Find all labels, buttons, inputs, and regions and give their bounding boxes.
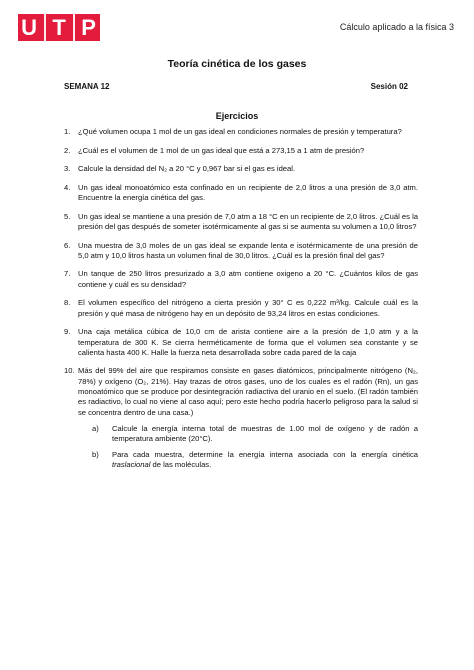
subitem xyxy=(78,424,418,445)
exercise-item xyxy=(64,327,418,358)
logo-letter-u: U xyxy=(21,15,38,40)
exercise-text: Más del 99% del aire que respiramos consiste en gases diatómicos, principalmente nitrógeno (N₂, 78%) y oxígeno (O₂, 21%). Hay trazas de otros gases, uno de los cuales es el radón (Rn), un gas monoatómico que se produce por desintegración radiactiva del uranio en el suelo. (El radón también es radiactivo, lo cual no viene al caso aquí; pero este hecho podría hacerlo peligroso para la salud si se concentra dentro de una casa.) xyxy=(78,366,418,417)
exercise-number: 10. xyxy=(64,366,75,376)
exercise-item xyxy=(64,127,418,137)
exercise-item xyxy=(64,183,418,204)
subitem-text: Para cada muestra, determine la energía interna asociada con la energía cinética xyxy=(112,449,418,459)
week-label: SEMANA 12 xyxy=(64,82,110,91)
logo-letter-p: P xyxy=(81,15,97,40)
exercise-number: 8. xyxy=(64,298,71,308)
logo-letter-t: T xyxy=(52,15,67,40)
subitem xyxy=(78,450,418,471)
exercise-number: 1. xyxy=(64,127,71,136)
subitem-letter: a) xyxy=(92,423,99,433)
exercise-number: 5. xyxy=(64,211,71,221)
exercise-item xyxy=(64,212,418,233)
logo-divider xyxy=(73,14,75,41)
exercise-number: 4. xyxy=(64,182,71,192)
exercise-item xyxy=(64,164,418,174)
exercise-item xyxy=(64,366,418,470)
section-title: Ejercicios xyxy=(215,111,259,121)
course-name: Cálculo aplicado a la física 3 xyxy=(339,22,454,32)
exercise-list xyxy=(64,127,418,478)
exercise-text: Una muestra de 3,0 moles de un gas ideal se expande lenta e isotérmicamente de una presión de 5,0 atm y 10,0 litros hasta un volumen final de 30,0 litros. ¿Cuál es la presión final del gas? xyxy=(78,240,418,260)
exercise-number: 6. xyxy=(64,240,71,250)
utp-logo xyxy=(18,14,100,41)
exercise-text: Un gas ideal monoatómico esta confinado en un recipiente de 2,0 litros a una presión de 3,0 atm. Encuentre la energía cinética del gas. xyxy=(78,182,418,203)
exercise-number: 7. xyxy=(64,269,71,279)
exercise-text: Un tanque de 250 litros presurizado a 3,0 atm contiene oxigeno a 20 °C. ¿Cuántos kilos de gas contiene y cuál es su densidad? xyxy=(78,269,418,289)
subitem-text: Calcule la energía interna total de muestras de 1.00 mol de oxígeno y de radón a temperatura ambiente (20°C). xyxy=(112,423,418,444)
exercise-number: 2. xyxy=(64,145,71,155)
exercise-item xyxy=(64,241,418,262)
exercise-text: Un gas ideal se mantiene a una presión de 7,0 atm a 18 °C en un recipiente de 2,0 litros. ¿Cuál es la presión del gas después de someter isotérmicamente al gas si se aumenta su volumen a 10,0 litros? xyxy=(78,211,418,231)
exercise-number: 9. xyxy=(64,327,71,337)
exercise-item xyxy=(64,269,418,290)
subitem-list xyxy=(78,424,418,470)
exercise-text: ¿Qué volumen ocupa 1 mol de un gas ideal en condiciones normales de presión y temperatura? xyxy=(78,127,402,136)
session-label: Sesión 02 xyxy=(370,82,408,91)
page-title: Teoría cinética de los gases xyxy=(167,58,307,70)
exercise-item xyxy=(64,146,418,156)
logo-divider xyxy=(44,14,46,41)
subitem-italic-word: traslacional xyxy=(112,459,151,469)
exercise-item xyxy=(64,298,418,319)
exercise-number: 3. xyxy=(64,164,71,174)
subitem-letter: b) xyxy=(92,449,99,459)
exercise-text: Una caja metálica cúbica de 10,0 cm de arista contiene aire a la presión de 1,0 atm y a la temperatura de 300 K. Se cierra herméticamente de forma que el volumen sea constante y se calienta hasta 400 K. Halle la fuerza neta desarrollada sobre cada pared de la caja xyxy=(78,327,418,357)
exercise-text: El volumen específico del nitrógeno a cierta presión y 30° C es 0,222 m³/kg. Calcule cuál es la presión y qué masa de nitrógeno hay en un depósito de 93,24 litros en estas condiciones. xyxy=(78,298,418,318)
subitem-text-end: de las moléculas. xyxy=(150,459,212,469)
exercise-text: Calcule la densidad del N₂ a 20 °C y 0,967 bar si el gas es ideal. xyxy=(78,164,296,174)
exercise-text: ¿Cuál es el volumen de 1 mol de un gas ideal que está a 273,15 a 1 atm de presión? xyxy=(78,145,365,155)
